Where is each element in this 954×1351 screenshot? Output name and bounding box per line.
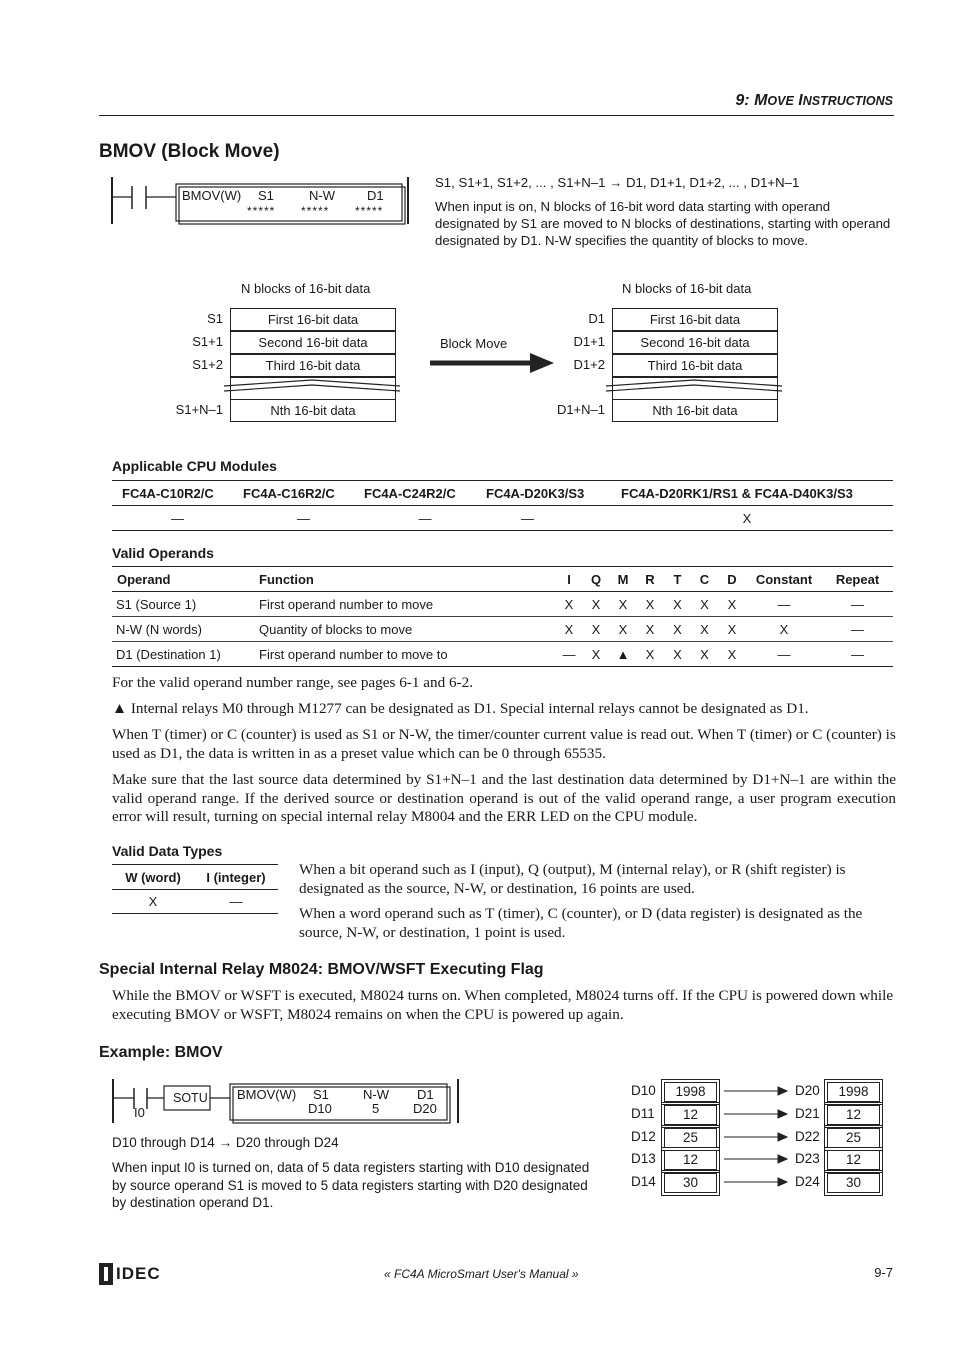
example-text: When input I0 is turned on, data of 5 data registers starting with D10 designated by source operand S1 is moved to 5 data registers starting with D20 designated by destination operand D1. — [112, 1160, 590, 1210]
dst-register-value: 1998 — [827, 1082, 880, 1102]
operands-header-row — [112, 567, 893, 592]
operand-cell: D1 (Destination 1) — [112, 642, 259, 667]
cpu-value: X — [621, 506, 893, 531]
ladder-stars-2: ***** — [301, 204, 330, 218]
cpu-header: FC4A-D20RK1/RS1 & FC4A-D40K3/S3 — [621, 481, 893, 506]
right-block: Third 16-bit data — [612, 354, 778, 377]
operand-cell: — — [746, 642, 822, 667]
operand-cell: — — [822, 617, 893, 642]
left-label: S1+1 — [192, 334, 223, 349]
data-types-value: — — [194, 890, 278, 914]
operand-cell: X — [610, 617, 636, 642]
data-types-header: W (word) — [112, 865, 194, 890]
operand-cell: X — [691, 642, 718, 667]
right-block: Nth 16-bit data — [612, 399, 778, 422]
right-block: Second 16-bit data — [612, 331, 778, 354]
operand-cell: X — [636, 592, 664, 617]
operands-header: I — [556, 567, 582, 592]
idec-logo-text: IDEC — [116, 1264, 161, 1283]
operand-cell: — — [822, 642, 893, 667]
src-register-label: D11 — [631, 1106, 655, 1121]
operand-cell: X — [718, 642, 746, 667]
cpu-value-row — [112, 506, 893, 531]
description-text: When input is on, N blocks of 16-bit word data starting with operand designated by S1 are moved to N blocks of destinations, starting with operand designated by D1. N-W specifies the quantity of blocks to move. — [435, 199, 891, 248]
data-types-value: X — [112, 890, 194, 914]
cpu-header: FC4A-D20K3/S3 — [486, 481, 621, 506]
operands-header: C — [691, 567, 718, 592]
section-title: BMOV (Block Move) — [99, 141, 280, 162]
left-blocks-title: N blocks of 16-bit data — [241, 281, 371, 296]
data-types-header: I (integer) — [194, 865, 278, 890]
ladder-nw: N-W — [309, 188, 335, 203]
operand-cell: S1 (Source 1) — [112, 592, 259, 617]
example-nw-value: 5 — [372, 1101, 380, 1116]
cpu-heading: Applicable CPU Modules — [112, 458, 277, 474]
dst-register-label: D20 — [795, 1083, 820, 1098]
operand-cell: First operand number to move to — [259, 642, 556, 667]
operand-cell: X — [610, 592, 636, 617]
right-label: D1+1 — [573, 334, 605, 349]
operand-cell: N-W (N words) — [112, 617, 259, 642]
ladder-s1: S1 — [258, 188, 274, 203]
data-types-header-row — [112, 865, 278, 890]
formula: S1, S1+1, S1+2, ... , S1+N–1 → D1, D1+1, D1+2, ... , D1+N–1 — [435, 175, 800, 190]
ladder-stars-1: ***** — [247, 204, 276, 218]
note-timer: When T (timer) or C (counter) is used as S1 or N-W, the timer/counter current value is read out. When T (timer) or C (counter) is used as D1, the data is written in as a preset value which can be 0 through 65535. — [112, 726, 896, 762]
data-types-heading: Valid Data Types — [112, 843, 223, 859]
dst-register-value: 25 — [827, 1128, 880, 1148]
ladder-stars-3: ***** — [355, 204, 384, 218]
src-register-label: D10 — [631, 1083, 656, 1098]
left-label: S1 — [207, 311, 223, 326]
src-register-label: D13 — [631, 1151, 656, 1166]
cpu-header: FC4A-C16R2/C — [243, 481, 364, 506]
operand-row — [112, 592, 893, 617]
example-nw-label: N-W — [363, 1087, 389, 1102]
left-block: Third 16-bit data — [230, 354, 396, 377]
note-triangle: ▲ Internal relays M0 through M1277 can be designated as D1. Special internal relays cannot be designated as D1. — [112, 700, 809, 717]
operand-cell: X — [664, 617, 691, 642]
src-register-value: 1998 — [664, 1082, 717, 1102]
block-move-label: Block Move — [440, 336, 508, 351]
left-label: S1+N–1 — [175, 402, 223, 417]
operand-cell: X — [691, 592, 718, 617]
operand-cell: X — [691, 617, 718, 642]
manual-title: « FC4A MicroSmart User's Manual » — [384, 1267, 579, 1281]
src-register-value: 30 — [664, 1173, 717, 1193]
cpu-value: — — [486, 506, 621, 531]
operand-row — [112, 642, 893, 667]
cpu-table — [112, 480, 893, 531]
operands-header: T — [664, 567, 691, 592]
cpu-header: FC4A-C10R2/C — [112, 481, 243, 506]
src-register-label: D12 — [631, 1129, 656, 1144]
special-relay-text: While the BMOV or WSFT is executed, M8024 turns on. When completed, M8024 turns off. If the CPU is powered down while executing BMOV or WSFT, M8024 remains on when the CPU is powered up again. — [112, 987, 894, 1023]
dst-register-value: 30 — [827, 1173, 880, 1193]
ladder-d1: D1 — [367, 188, 384, 203]
chapter-header: 9: MOVE INSTRUCTIONS — [735, 92, 893, 109]
example-heading: Example: BMOV — [99, 1044, 223, 1061]
operand-cell: X — [582, 592, 610, 617]
operand-cell: — — [746, 592, 822, 617]
left-block: Second 16-bit data — [230, 331, 396, 354]
operands-header: Function — [259, 567, 556, 592]
example-summary: D10 through D14 → D20 through D24 — [112, 1135, 339, 1150]
right-break-mark — [606, 378, 784, 398]
cpu-header: FC4A-C24R2/C — [364, 481, 486, 506]
operand-cell: X — [746, 617, 822, 642]
left-label: S1+2 — [192, 357, 223, 372]
note-range-error: Make sure that the last source data determined by S1+N–1 and the last destination data determined by D1+N–1 are within the valid operand range. If the derived source or destination operand is out of the valid operand range, a user program execution error will result, turning on special internal relay M8004 and the ERR LED on the CPU module. — [112, 771, 896, 825]
page-number: 9-7 — [874, 1265, 893, 1280]
operand-row — [112, 617, 893, 642]
data-types-value-row — [112, 890, 278, 914]
dst-register-label: D23 — [795, 1151, 820, 1166]
operands-header: D — [718, 567, 746, 592]
cpu-value: — — [112, 506, 243, 531]
operands-header: Constant — [746, 567, 822, 592]
operand-cell: X — [718, 617, 746, 642]
operand-cell: X — [582, 642, 610, 667]
right-blocks-title: N blocks of 16-bit data — [622, 281, 752, 296]
example-sotu: SOTU — [173, 1091, 208, 1105]
idec-logo — [99, 1263, 161, 1285]
cpu-value: — — [364, 506, 486, 531]
operand-cell: — — [556, 642, 582, 667]
data-types-note-word: When a word operand such as T (timer), C (counter), or D (data register) is designated as the source, N-W, or destination, 1 point is used. — [299, 905, 863, 941]
example-s1-value: D10 — [308, 1101, 332, 1116]
src-register-value: 12 — [664, 1150, 717, 1170]
operands-header: R — [636, 567, 664, 592]
right-label: D1+2 — [573, 357, 605, 372]
cpu-value: — — [243, 506, 364, 531]
cpu-header-row — [112, 481, 893, 506]
header-rule — [99, 115, 894, 116]
operand-cell: — — [822, 592, 893, 617]
src-register-value: 25 — [664, 1128, 717, 1148]
src-register-label: D14 — [631, 1174, 656, 1189]
operand-cell: X — [582, 617, 610, 642]
src-register-value: 12 — [664, 1105, 717, 1125]
operands-table — [112, 566, 893, 667]
left-block: First 16-bit data — [230, 308, 396, 331]
dst-register-value: 12 — [827, 1105, 880, 1125]
note-range: For the valid operand number range, see pages 6-1 and 6-2. — [112, 674, 474, 691]
operand-cell: ▲ — [610, 642, 636, 667]
operand-cell: X — [556, 592, 582, 617]
dst-register-value: 12 — [827, 1150, 880, 1170]
operand-cell: X — [636, 642, 664, 667]
dst-register-label: D22 — [795, 1129, 820, 1144]
operand-cell: X — [556, 617, 582, 642]
example-d1-value: D20 — [413, 1101, 437, 1116]
example-instruction: BMOV(W) — [237, 1087, 297, 1102]
right-label: D1 — [588, 311, 605, 326]
operand-cell: X — [664, 642, 691, 667]
idec-logo-mark — [99, 1263, 113, 1285]
example-s1-label: S1 — [313, 1087, 329, 1102]
left-block: Nth 16-bit data — [230, 399, 396, 422]
operands-header: Repeat — [822, 567, 893, 592]
operand-cell: X — [718, 592, 746, 617]
operand-cell: Quantity of blocks to move — [259, 617, 556, 642]
operands-heading: Valid Operands — [112, 545, 214, 561]
right-block: First 16-bit data — [612, 308, 778, 331]
operand-cell: First operand number to move — [259, 592, 556, 617]
ladder-instruction: BMOV(W) — [182, 188, 242, 203]
data-types-table — [112, 864, 278, 914]
right-label: D1+N–1 — [556, 402, 605, 417]
dst-register-label: D24 — [795, 1174, 820, 1189]
dst-register-label: D21 — [795, 1106, 820, 1121]
register-arrows — [724, 1082, 788, 1192]
operands-header: Operand — [112, 567, 259, 592]
operand-cell: X — [636, 617, 664, 642]
data-types-note-bit: When a bit operand such as I (input), Q (output), M (internal relay), or R (shift register) is designated as the source, N-W, or destination, 16 points are used. — [299, 861, 846, 897]
example-input-label: I0 — [134, 1105, 145, 1120]
special-relay-heading: Special Internal Relay M8024: BMOV/WSFT Executing Flag — [99, 961, 544, 978]
operands-header: Q — [582, 567, 610, 592]
example-d1-label: D1 — [417, 1087, 434, 1102]
operand-cell: X — [664, 592, 691, 617]
left-break-mark — [224, 378, 402, 398]
operands-header: M — [610, 567, 636, 592]
